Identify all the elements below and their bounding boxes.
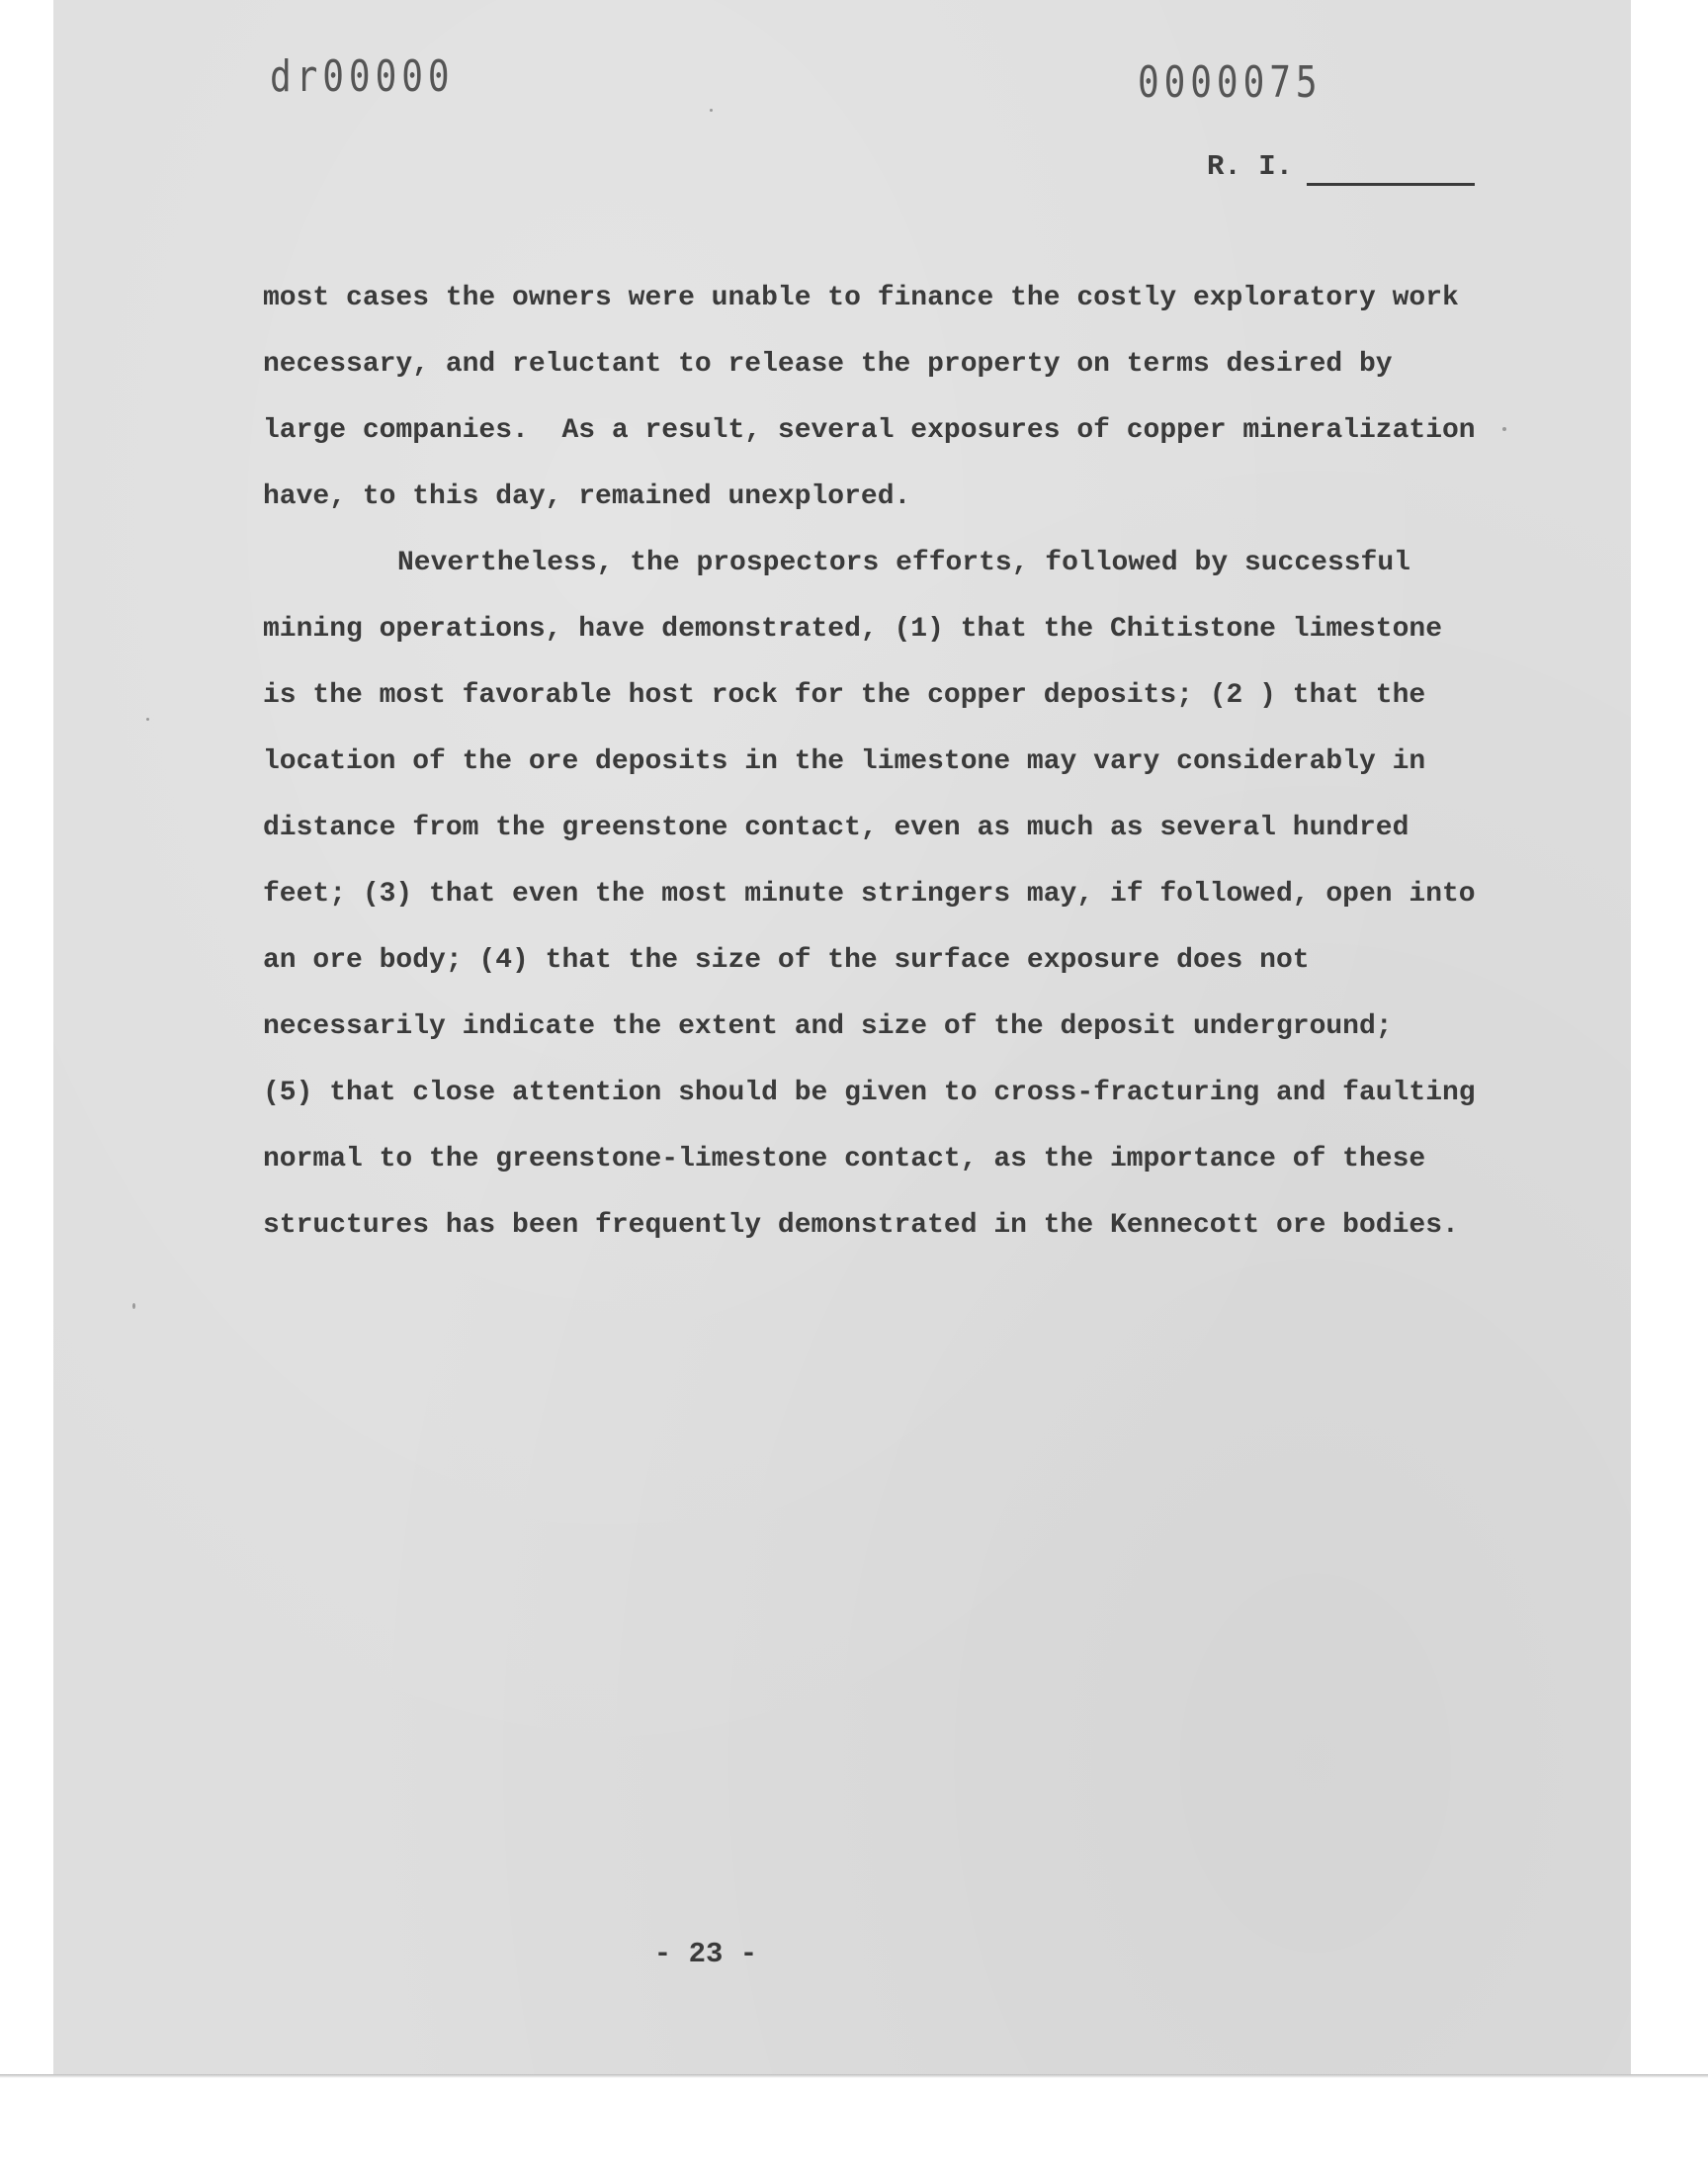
text-line: most cases the owners were unable to finance the costly exploratory work <box>263 283 1459 313</box>
text-line: distance from the greenstone contact, even as much as several hundred <box>263 813 1409 843</box>
text-line: feet; (3) that even the most minute stringers may, if followed, open into <box>263 879 1476 910</box>
paragraph-2 <box>263 530 1548 1259</box>
scan-speck <box>146 718 149 721</box>
text-line: an ore body; (4) that the size of the surface exposure does not <box>263 945 1310 976</box>
scan-edge <box>0 2074 1708 2078</box>
text-line: location of the ore deposits in the limestone may vary considerably in <box>263 746 1426 777</box>
body-text <box>263 265 1548 1259</box>
text-line: necessary, and reluctant to release the property on terms desired by <box>263 349 1393 380</box>
ri-blank-line <box>1307 183 1475 186</box>
scan-speck <box>1502 427 1506 431</box>
text-line: is the most favorable host rock for the copper deposits; (2 ) that the <box>263 680 1426 711</box>
page-number: - 23 - <box>653 1938 758 1970</box>
text-line: large companies. As a result, several exposures of copper mineralization <box>263 415 1476 446</box>
text-line: necessarily indicate the extent and size of the deposit underground; <box>263 1011 1393 1042</box>
text-line: Nevertheless, the prospectors efforts, followed by successful <box>397 548 1410 578</box>
text-line: (5) that close attention should be given to cross-fracturing and faulting <box>263 1078 1476 1108</box>
ri-label: R. I. <box>1207 150 1294 183</box>
document-stamp-left: dr00000 <box>270 51 455 102</box>
scanned-page <box>53 0 1631 2074</box>
scan-speck <box>710 109 713 112</box>
document-stamp-right: 0000075 <box>1138 57 1323 108</box>
text-line: have, to this day, remained unexplored. <box>263 481 911 512</box>
scan-speck <box>132 1303 135 1309</box>
paragraph-1 <box>263 265 1548 530</box>
text-line: normal to the greenstone-limestone contact, as the importance of these <box>263 1144 1426 1174</box>
text-line: structures has been frequently demonstrated in the Kennecott ore bodies. <box>263 1210 1459 1241</box>
text-line: mining operations, have demonstrated, (1) that the Chitistone limestone <box>263 614 1442 645</box>
